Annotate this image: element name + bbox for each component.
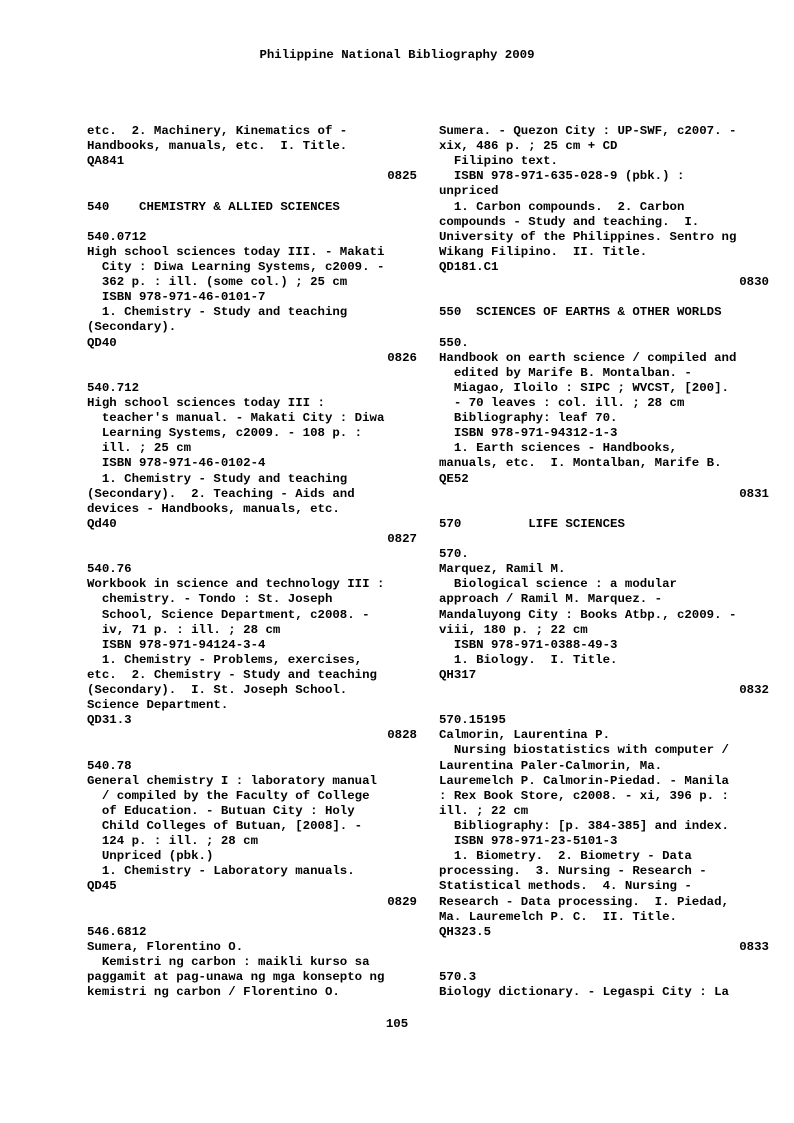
text-line: Learning Systems, c2009. - 108 p. :: [87, 426, 363, 441]
record-number: 0831: [739, 486, 769, 501]
text-line: (Secondary). 2. Teaching - Aids and: [87, 486, 355, 501]
text-line: Handbook on earth science / compiled and: [439, 350, 737, 365]
text-line: of Education. - Butuan City : Holy: [87, 803, 355, 818]
text-line: Handbooks, manuals, etc. I. Title.: [87, 139, 348, 154]
record-number: 0829: [387, 894, 417, 909]
text-line: Sumera, Florentino O.: [87, 939, 244, 954]
text-line: (Secondary). I. St. Joseph School.: [87, 683, 348, 698]
text-line: - 70 leaves : col. ill. ; 28 cm: [439, 395, 685, 410]
text-line: High school sciences today III. - Makati: [87, 244, 385, 259]
text-line: Filipino text.: [439, 154, 558, 169]
text-line: iv, 71 p. : ill. ; 28 cm: [87, 622, 281, 637]
text-line: Sumera. - Quezon City : UP-SWF, c2007. -: [439, 124, 737, 138]
text-line: Kemistri ng carbon : maikli kurso sa: [87, 955, 370, 970]
text-line: 362 p. : ill. (some col.) ; 25 cm: [87, 275, 348, 290]
text-line: Miagao, Iloilo : SIPC ; WVCST, [200].: [439, 380, 729, 395]
text-line: ISBN 978-971-94312-1-3: [439, 426, 618, 441]
text-line: compounds - Study and teaching. I.: [439, 214, 700, 229]
text-line: kemistri ng carbon / Florentino O.: [87, 985, 340, 1000]
text-line: 550 SCIENCES OF EARTHS & OTHER WORLDS: [439, 305, 722, 320]
text-line: QE52: [439, 471, 469, 486]
text-line: Qd40: [87, 516, 117, 531]
text-line: 540.0712: [87, 229, 147, 244]
record-number: 0832: [739, 683, 769, 698]
text-line: University of the Philippines. Sentro ng: [439, 229, 737, 244]
text-line: QH323.5: [439, 924, 492, 939]
text-line: [439, 955, 769, 970]
text-line: 1. Carbon compounds. 2. Carbon: [439, 199, 685, 214]
text-line: [439, 698, 769, 713]
text-line: Calmorin, Laurentina P.: [439, 728, 611, 743]
text-line: [87, 215, 417, 230]
text-line: ISBN 978-971-46-0101-7: [87, 290, 266, 305]
text-line: 1. Chemistry - Laboratory manuals.: [87, 864, 355, 879]
text-line: [87, 366, 417, 381]
record-number: 0827: [387, 531, 417, 546]
text-line: [439, 502, 769, 517]
text-line: Science Department.: [87, 698, 229, 713]
record-number: 0830: [739, 275, 769, 290]
text-line: QD181.C1: [439, 259, 499, 274]
text-line: Marquez, Ramil M.: [439, 562, 566, 577]
text-line: Mandaluyong City : Books Atbp., c2009. -: [439, 607, 737, 622]
text-line: 1. Biology. I. Title.: [439, 652, 618, 667]
text-line: Biology dictionary. - Legaspi City : La: [439, 985, 729, 1000]
text-line: Lauremelch P. Calmorin-Piedad. - Manila: [439, 773, 729, 788]
text-line: 570 LIFE SCIENCES: [439, 516, 625, 531]
text-line: 124 p. : ill. ; 28 cm: [87, 834, 259, 849]
text-line: Laurentina Paler-Calmorin, Ma.: [439, 758, 663, 773]
text-line: ISBN 978-971-0388-49-3: [439, 637, 618, 652]
text-line: High school sciences today III :: [87, 395, 325, 410]
left-column: [87, 124, 417, 1000]
text-line: teacher's manual. - Makati City : Diwa: [87, 411, 385, 426]
text-line: [439, 532, 769, 547]
text-line: [439, 290, 769, 305]
text-line: Statistical methods. 4. Nursing -: [439, 879, 692, 894]
text-line: School, Science Department, c2008. -: [87, 607, 370, 622]
text-line: 540.712: [87, 380, 140, 395]
page-header: Philippine National Bibliography 2009: [259, 48, 535, 62]
text-line: processing. 3. Nursing - Research -: [439, 864, 707, 879]
text-line: etc. 2. Machinery, Kinematics of -: [87, 124, 348, 138]
text-line: viii, 180 p. ; 22 cm: [439, 622, 588, 637]
text-line: [87, 547, 417, 562]
text-line: Unpriced (pbk.): [87, 849, 214, 864]
text-line: 546.6812: [87, 924, 147, 939]
text-line: Workbook in science and technology III :: [87, 577, 385, 592]
text-line: QD40: [87, 335, 117, 350]
text-line: ISBN 978-971-23-5101-3: [439, 834, 618, 849]
text-line: Biological science : a modular: [439, 577, 677, 592]
text-line: 1. Earth sciences - Handbooks,: [439, 441, 677, 456]
text-line: Nursing biostatistics with computer /: [439, 743, 729, 758]
text-line: [87, 743, 417, 758]
text-line: 1. Chemistry - Study and teaching: [87, 305, 348, 320]
text-line: approach / Ramil M. Marquez. -: [439, 592, 663, 607]
record-number: 0833: [739, 939, 769, 954]
text-line: 550.: [439, 335, 469, 350]
text-line: 570.3: [439, 970, 477, 985]
text-line: Bibliography: leaf 70.: [439, 411, 618, 426]
text-line: [87, 184, 417, 199]
text-line: QH317: [439, 667, 477, 682]
text-line: City : Diwa Learning Systems, c2009. -: [87, 259, 385, 274]
text-line: 570.: [439, 547, 469, 562]
text-line: Ma. Lauremelch P. C. II. Title.: [439, 909, 677, 924]
text-line: xix, 486 p. ; 25 cm + CD: [439, 139, 618, 154]
text-line: chemistry. - Tondo : St. Joseph: [87, 592, 333, 607]
text-line: QD31.3: [87, 713, 132, 728]
text-line: 540.76: [87, 562, 132, 577]
page-number: 105: [385, 1017, 409, 1031]
text-line: QD45: [87, 879, 117, 894]
text-line: [439, 320, 769, 335]
text-line: (Secondary).: [87, 320, 177, 335]
text-line: / compiled by the Faculty of College: [87, 788, 370, 803]
text-line: ISBN 978-971-46-0102-4: [87, 456, 266, 471]
text-line: Child Colleges of Butuan, [2008]. -: [87, 819, 363, 834]
text-line: Bibliography: [p. 384-385] and index.: [439, 819, 729, 834]
record-number: 0826: [387, 350, 417, 365]
text-line: 1. Chemistry - Problems, exercises,: [87, 652, 363, 667]
text-line: ISBN 978-971-94124-3-4: [87, 637, 266, 652]
text-line: devices - Handbooks, manuals, etc.: [87, 501, 340, 516]
text-line: 540.78: [87, 758, 132, 773]
text-line: ill. ; 22 cm: [439, 803, 529, 818]
text-line: Research - Data processing. I. Piedad,: [439, 894, 729, 909]
record-number: 0825: [387, 169, 417, 184]
text-line: Wikang Filipino. II. Title.: [439, 244, 648, 259]
text-line: ISBN 978-971-635-028-9 (pbk.) :: [439, 169, 685, 184]
text-line: 540 CHEMISTRY & ALLIED SCIENCES: [87, 199, 340, 214]
right-column: [439, 124, 769, 1000]
text-line: unpriced: [439, 184, 499, 199]
text-line: ill. ; 25 cm: [87, 441, 192, 456]
text-line: 570.15195: [439, 713, 506, 728]
text-line: 1. Chemistry - Study and teaching: [87, 471, 348, 486]
text-line: General chemistry I : laboratory manual: [87, 773, 377, 788]
text-line: paggamit at pag-unawa ng mga konsepto ng: [87, 970, 385, 985]
text-line: 1. Biometry. 2. Biometry - Data: [439, 849, 692, 864]
text-line: : Rex Book Store, c2008. - xi, 396 p. :: [439, 788, 729, 803]
record-number: 0828: [387, 728, 417, 743]
text-line: QA841: [87, 154, 125, 169]
text-line: etc. 2. Chemistry - Study and teaching: [87, 667, 377, 682]
text-line: [87, 910, 417, 925]
text-line: edited by Marife B. Montalban. -: [439, 365, 692, 380]
text-line: manuals, etc. I. Montalban, Marife B.: [439, 456, 722, 471]
